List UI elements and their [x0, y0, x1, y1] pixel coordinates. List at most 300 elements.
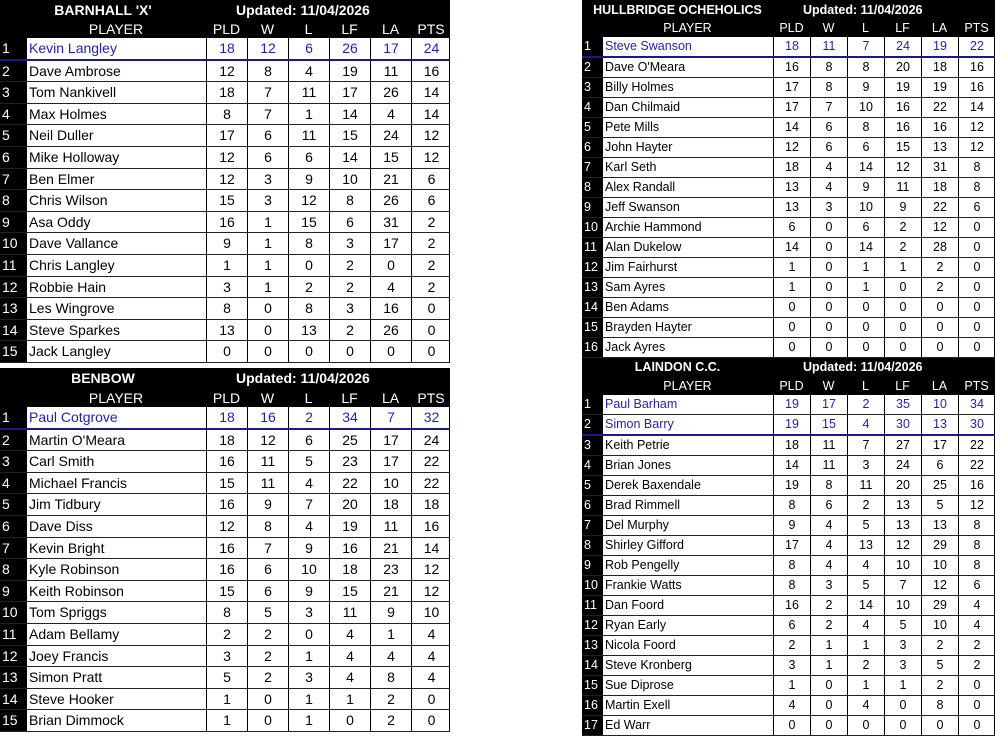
stat-cell-lf: 1	[329, 689, 370, 710]
position-cell: 14	[582, 656, 602, 675]
stat-cell-pts: 0	[411, 298, 451, 319]
stat-cell-w: 4	[810, 556, 847, 575]
column-header-pts: PTS	[964, 379, 989, 393]
stat-cell-lf: 3	[329, 233, 370, 254]
position-cell: 12	[0, 646, 26, 667]
column-header-w: W	[260, 390, 275, 406]
stat-cell-pld: 1	[773, 278, 810, 297]
position-cell: 13	[0, 667, 26, 688]
stat-cell-w: 1	[810, 636, 847, 655]
stat-cell-w: 6	[247, 559, 288, 580]
stat-cell-w: 16	[247, 407, 288, 428]
stat-cell-pld: 8	[206, 298, 247, 319]
column-headers	[582, 20, 995, 37]
column-headers	[582, 377, 995, 395]
stat-cell-pld: 17	[773, 78, 810, 97]
stat-cell-la: 17	[921, 436, 958, 455]
stat-cell-l: 4	[847, 415, 884, 434]
stat-cell-pld: 9	[206, 233, 247, 254]
stat-cell-pld: 16	[206, 559, 247, 580]
position-cell: 6	[582, 496, 602, 515]
stat-cell-pld: 3	[206, 646, 247, 667]
position-cell: 4	[0, 473, 26, 494]
position-cell: 11	[0, 255, 26, 276]
stat-cell-la: 13	[921, 415, 958, 434]
stat-cell-pld: 15	[206, 581, 247, 602]
player-name-cell: Shirley Gifford	[602, 536, 773, 555]
position-cell: 9	[582, 198, 602, 217]
stat-cell-pts: 6	[411, 169, 451, 190]
table-row	[582, 476, 995, 496]
player-name-cell: Asa Oddy	[26, 212, 206, 233]
stat-cell-la: 11	[370, 516, 411, 537]
stat-cell-lf: 12	[884, 536, 921, 555]
table-row	[582, 656, 995, 676]
stat-cell-pld: 5	[206, 667, 247, 688]
stat-cell-pld: 1	[206, 710, 247, 731]
stat-cell-la: 0	[921, 318, 958, 337]
table-row	[0, 624, 450, 646]
player-name-cell: Billy Holmes	[602, 78, 773, 97]
stat-cell-pts: 2	[411, 212, 451, 233]
stat-cell-l: 3	[288, 667, 329, 688]
stat-cell-w: 11	[810, 456, 847, 475]
stat-cell-l: 7	[847, 37, 884, 56]
position-cell: 2	[0, 430, 26, 451]
stat-cell-l: 10	[288, 559, 329, 580]
stat-cell-pts: 12	[958, 138, 995, 157]
player-name-cell: Robbie Hain	[26, 277, 206, 298]
stat-cell-lf: 4	[329, 646, 370, 667]
table-row	[0, 38, 450, 61]
stat-cell-l: 5	[847, 576, 884, 595]
stat-cell-la: 1	[370, 624, 411, 645]
table-barnhall-x	[0, 0, 450, 363]
player-name-cell: Joey Francis	[26, 646, 206, 667]
stat-cell-w: 4	[810, 536, 847, 555]
stat-cell-pts: 22	[958, 436, 995, 455]
stat-cell-lf: 1	[884, 258, 921, 277]
player-name-cell: Brad Rimmell	[602, 496, 773, 515]
stat-cell-pld: 12	[773, 138, 810, 157]
table-row	[0, 494, 450, 516]
player-name-cell: Tom Nankivell	[26, 82, 206, 103]
player-name-cell: Dan Foord	[602, 596, 773, 615]
table-row	[582, 676, 995, 696]
stat-cell-pld: 8	[773, 496, 810, 515]
player-name-cell: Martin Exell	[602, 696, 773, 715]
stat-cell-la: 0	[370, 255, 411, 276]
position-cell: 11	[0, 624, 26, 645]
stat-cell-la: 19	[921, 78, 958, 97]
stat-cell-lf: 0	[329, 341, 370, 362]
player-name-cell: Ryan Early	[602, 616, 773, 635]
stat-cell-l: 4	[847, 556, 884, 575]
position-cell: 3	[582, 78, 602, 97]
stat-cell-lf: 0	[884, 338, 921, 357]
stat-cell-pts: 8	[958, 158, 995, 177]
stat-cell-pts: 12	[958, 118, 995, 137]
stat-cell-la: 13	[921, 516, 958, 535]
stat-cell-l: 1	[847, 676, 884, 695]
stat-cell-pld: 14	[773, 118, 810, 137]
stat-cell-lf: 14	[329, 147, 370, 168]
stat-cell-l: 14	[847, 158, 884, 177]
stat-cell-lf: 11	[329, 602, 370, 623]
stat-cell-l: 6	[288, 147, 329, 168]
stat-cell-w: 0	[247, 341, 288, 362]
stat-cell-w: 11	[810, 37, 847, 56]
stat-cell-la: 17	[370, 38, 411, 59]
stat-cell-la: 5	[921, 496, 958, 515]
stat-cell-l: 13	[288, 320, 329, 341]
stat-cell-pld: 12	[206, 61, 247, 82]
stat-cell-l: 10	[847, 198, 884, 217]
stat-cell-pld: 0	[773, 318, 810, 337]
stat-cell-pts: 0	[958, 278, 995, 297]
stat-cell-w: 6	[247, 125, 288, 146]
stat-cell-pts: 4	[411, 667, 451, 688]
column-header-w: W	[822, 379, 835, 393]
stat-cell-l: 0	[847, 338, 884, 357]
stat-cell-pld: 18	[206, 38, 247, 59]
stat-cell-w: 2	[247, 667, 288, 688]
stat-cell-pts: 0	[411, 689, 451, 710]
stat-cell-l: 7	[847, 436, 884, 455]
position-cell: 10	[0, 233, 26, 254]
stat-cell-la: 2	[370, 689, 411, 710]
stat-cell-la: 8	[921, 696, 958, 715]
position-cell: 7	[0, 169, 26, 190]
stat-cell-l: 12	[288, 190, 329, 211]
player-name-cell: Simon Pratt	[26, 667, 206, 688]
stat-cell-lf: 4	[329, 667, 370, 688]
table-row	[582, 138, 995, 158]
player-name-cell: Jeff Swanson	[602, 198, 773, 217]
position-cell: 14	[0, 689, 26, 710]
table-row	[0, 169, 450, 191]
stat-cell-lf: 12	[884, 158, 921, 177]
player-name-cell: Martin O'Meara	[26, 430, 206, 451]
stat-cell-l: 13	[847, 536, 884, 555]
stat-cell-pts: 6	[411, 190, 451, 211]
player-name-cell: Carl Smith	[26, 451, 206, 472]
table-row	[582, 616, 995, 636]
stat-cell-lf: 20	[884, 476, 921, 495]
stat-cell-lf: 0	[884, 696, 921, 715]
table-row	[582, 278, 995, 298]
stat-cell-w: 12	[247, 430, 288, 451]
position-cell: 5	[582, 476, 602, 495]
stat-cell-pld: 8	[206, 602, 247, 623]
stat-cell-pld: 17	[773, 536, 810, 555]
stat-cell-l: 6	[288, 430, 329, 451]
stat-cell-lf: 1	[884, 676, 921, 695]
stat-cell-pts: 10	[411, 602, 451, 623]
table-row	[0, 61, 450, 83]
position-cell: 14	[0, 320, 26, 341]
stat-cell-l: 3	[288, 602, 329, 623]
stat-cell-lf: 14	[329, 104, 370, 125]
stat-cell-pld: 2	[206, 624, 247, 645]
stat-cell-pts: 22	[958, 37, 995, 56]
table-row	[0, 255, 450, 277]
player-name-cell: Mike Holloway	[26, 147, 206, 168]
stat-cell-la: 23	[370, 559, 411, 580]
player-name-cell: Dave Vallance	[26, 233, 206, 254]
stat-cell-pts: 0	[411, 320, 451, 341]
stat-cell-w: 2	[247, 624, 288, 645]
stat-cell-w: 7	[247, 82, 288, 103]
column-header-player: PLAYER	[663, 379, 712, 393]
stat-cell-l: 6	[288, 38, 329, 59]
player-name-cell: Steve Hooker	[26, 689, 206, 710]
stat-cell-la: 0	[921, 298, 958, 317]
stat-cell-pld: 4	[773, 696, 810, 715]
table-row	[582, 696, 995, 716]
player-name-cell: John Hayter	[602, 138, 773, 157]
stat-cell-la: 4	[370, 104, 411, 125]
stat-cell-w: 7	[247, 538, 288, 559]
stat-cell-w: 0	[810, 298, 847, 317]
column-header-pld: PLD	[779, 21, 804, 35]
stat-cell-lf: 16	[884, 98, 921, 117]
stat-cell-l: 8	[847, 58, 884, 77]
stat-cell-w: 5	[247, 602, 288, 623]
table-row	[0, 667, 450, 689]
team-header	[0, 368, 450, 389]
stat-cell-l: 8	[288, 298, 329, 319]
stat-cell-lf: 24	[884, 456, 921, 475]
position-cell: 10	[582, 218, 602, 237]
stat-cell-lf: 6	[329, 212, 370, 233]
stat-cell-lf: 2	[329, 255, 370, 276]
table-row	[0, 104, 450, 126]
stat-cell-l: 11	[288, 125, 329, 146]
player-name-cell: Brian Dimmock	[26, 710, 206, 731]
table-row	[0, 341, 450, 363]
player-name-cell: Brian Jones	[602, 456, 773, 475]
player-name-cell: Steve Swanson	[602, 37, 773, 56]
player-name-cell: Kevin Bright	[26, 538, 206, 559]
player-name-cell: Max Holmes	[26, 104, 206, 125]
position-cell: 16	[582, 696, 602, 715]
table-row	[582, 318, 995, 338]
stat-cell-l: 1	[288, 646, 329, 667]
stat-cell-w: 0	[810, 716, 847, 735]
stat-cell-pts: 8	[958, 536, 995, 555]
stat-cell-la: 11	[370, 61, 411, 82]
stat-cell-la: 29	[921, 536, 958, 555]
stat-cell-w: 0	[247, 710, 288, 731]
stat-cell-pld: 16	[206, 212, 247, 233]
stat-cell-w: 6	[810, 118, 847, 137]
stat-cell-lf: 4	[329, 624, 370, 645]
stat-cell-l: 1	[847, 278, 884, 297]
table-row	[0, 212, 450, 234]
updated-date: Updated: 11/04/2026	[236, 370, 370, 386]
stat-cell-pld: 18	[206, 82, 247, 103]
stat-cell-lf: 2	[329, 277, 370, 298]
stat-cell-w: 0	[810, 278, 847, 297]
stat-cell-pts: 4	[958, 596, 995, 615]
stat-cell-lf: 27	[884, 436, 921, 455]
player-name-cell: Paul Cotgrove	[26, 407, 206, 428]
stat-cell-pld: 3	[206, 277, 247, 298]
column-header-pts: PTS	[964, 21, 989, 35]
column-header-w: W	[260, 21, 275, 37]
table-row	[582, 298, 995, 318]
stat-cell-la: 8	[370, 667, 411, 688]
stat-cell-la: 22	[921, 198, 958, 217]
stat-cell-la: 18	[921, 58, 958, 77]
position-cell: 8	[0, 559, 26, 580]
table-row	[0, 559, 450, 581]
stat-cell-la: 21	[370, 538, 411, 559]
position-cell: 10	[582, 576, 602, 595]
team-title: LAINDON C.C.	[634, 360, 721, 374]
player-name-cell: Les Wingrove	[26, 298, 206, 319]
player-name-cell: Neil Duller	[26, 125, 206, 146]
position-cell: 5	[582, 118, 602, 137]
stat-cell-l: 15	[288, 212, 329, 233]
stat-cell-pts: 30	[958, 415, 995, 434]
table-row	[0, 710, 450, 732]
stat-cell-lf: 19	[884, 78, 921, 97]
stat-cell-la: 2	[921, 636, 958, 655]
column-header-w: W	[822, 21, 835, 35]
stat-cell-pts: 0	[958, 318, 995, 337]
stat-cell-lf: 10	[884, 556, 921, 575]
position-cell: 12	[582, 616, 602, 635]
stat-cell-w: 11	[810, 436, 847, 455]
column-header-player: PLAYER	[88, 21, 144, 37]
table-row	[0, 646, 450, 668]
player-name-cell: Jim Fairhurst	[602, 258, 773, 277]
stat-cell-lf: 2	[884, 238, 921, 257]
stat-cell-pld: 14	[773, 238, 810, 257]
stat-cell-pts: 6	[958, 576, 995, 595]
stat-cell-la: 18	[921, 178, 958, 197]
stat-cell-pts: 16	[411, 516, 451, 537]
player-name-cell: Frankie Watts	[602, 576, 773, 595]
stat-cell-w: 1	[247, 212, 288, 233]
stat-cell-w: 1	[810, 656, 847, 675]
player-name-cell: Dan Chilmaid	[602, 98, 773, 117]
stat-cell-l: 9	[847, 78, 884, 97]
stat-cell-pts: 0	[958, 716, 995, 735]
stat-cell-pld: 9	[773, 516, 810, 535]
stat-cell-l: 8	[847, 118, 884, 137]
stat-cell-l: 1	[847, 636, 884, 655]
stat-cell-l: 2	[847, 656, 884, 675]
column-headers	[0, 20, 450, 38]
column-header-la: LA	[381, 390, 400, 406]
stat-cell-lf: 20	[884, 58, 921, 77]
stat-cell-la: 4	[370, 277, 411, 298]
stat-cell-pts: 4	[411, 624, 451, 645]
column-header-la: LA	[931, 379, 948, 393]
stat-cell-l: 11	[847, 476, 884, 495]
stat-cell-l: 9	[847, 178, 884, 197]
stat-cell-pld: 17	[206, 125, 247, 146]
stat-cell-lf: 24	[884, 37, 921, 56]
column-header-pld: PLD	[212, 390, 241, 406]
stat-cell-lf: 10	[329, 169, 370, 190]
stat-cell-la: 2	[370, 710, 411, 731]
position-cell: 1	[0, 38, 26, 59]
stat-cell-l: 0	[847, 318, 884, 337]
position-cell: 3	[0, 451, 26, 472]
stat-cell-l: 0	[288, 341, 329, 362]
stat-cell-w: 11	[247, 473, 288, 494]
stat-cell-pld: 14	[773, 456, 810, 475]
stat-cell-pts: 2	[958, 656, 995, 675]
position-cell: 15	[582, 318, 602, 337]
stat-cell-lf: 16	[884, 118, 921, 137]
stat-cell-pld: 1	[773, 676, 810, 695]
table-row	[0, 473, 450, 495]
table-row	[582, 37, 995, 58]
stat-cell-pld: 6	[773, 616, 810, 635]
stat-cell-lf: 25	[329, 430, 370, 451]
table-row	[0, 689, 450, 711]
column-header-lf: LF	[895, 21, 910, 35]
player-name-cell: Sue Diprose	[602, 676, 773, 695]
stat-cell-l: 4	[847, 696, 884, 715]
stat-cell-l: 9	[288, 538, 329, 559]
stat-cell-w: 0	[810, 318, 847, 337]
stat-cell-lf: 2	[329, 320, 370, 341]
stat-cell-pts: 34	[958, 395, 995, 414]
player-name-cell: Pete Mills	[602, 118, 773, 137]
stat-cell-pld: 18	[773, 158, 810, 177]
stat-cell-pld: 19	[773, 476, 810, 495]
stat-cell-lf: 3	[329, 298, 370, 319]
player-name-cell: Tom Spriggs	[26, 602, 206, 623]
stat-cell-pld: 13	[773, 178, 810, 197]
table-row	[582, 178, 995, 198]
stat-cell-l: 0	[288, 255, 329, 276]
column-header-lf: LF	[341, 21, 358, 37]
position-cell: 9	[0, 212, 26, 233]
stat-cell-w: 7	[247, 104, 288, 125]
stat-cell-la: 5	[921, 656, 958, 675]
position-cell: 16	[582, 338, 602, 357]
table-row	[582, 78, 995, 98]
stat-cell-l: 4	[847, 616, 884, 635]
player-name-cell: Jack Langley	[26, 341, 206, 362]
stat-cell-pts: 0	[411, 341, 451, 362]
stat-cell-la: 25	[921, 476, 958, 495]
player-name-cell: Jim Tidbury	[26, 494, 206, 515]
column-header-l: L	[862, 21, 869, 35]
stat-cell-la: 19	[921, 37, 958, 56]
stat-cell-pld: 19	[773, 395, 810, 414]
stat-cell-lf: 13	[884, 496, 921, 515]
stat-cell-pld: 16	[206, 538, 247, 559]
stat-cell-w: 0	[247, 689, 288, 710]
stat-cell-w: 0	[810, 676, 847, 695]
stat-cell-la: 26	[370, 82, 411, 103]
stat-cell-w: 0	[810, 338, 847, 357]
stat-cell-la: 31	[921, 158, 958, 177]
stat-cell-pts: 2	[411, 277, 451, 298]
stat-cell-w: 2	[810, 616, 847, 635]
stat-cell-pts: 22	[411, 473, 451, 494]
stat-cell-lf: 19	[329, 516, 370, 537]
stat-cell-pts: 2	[958, 636, 995, 655]
